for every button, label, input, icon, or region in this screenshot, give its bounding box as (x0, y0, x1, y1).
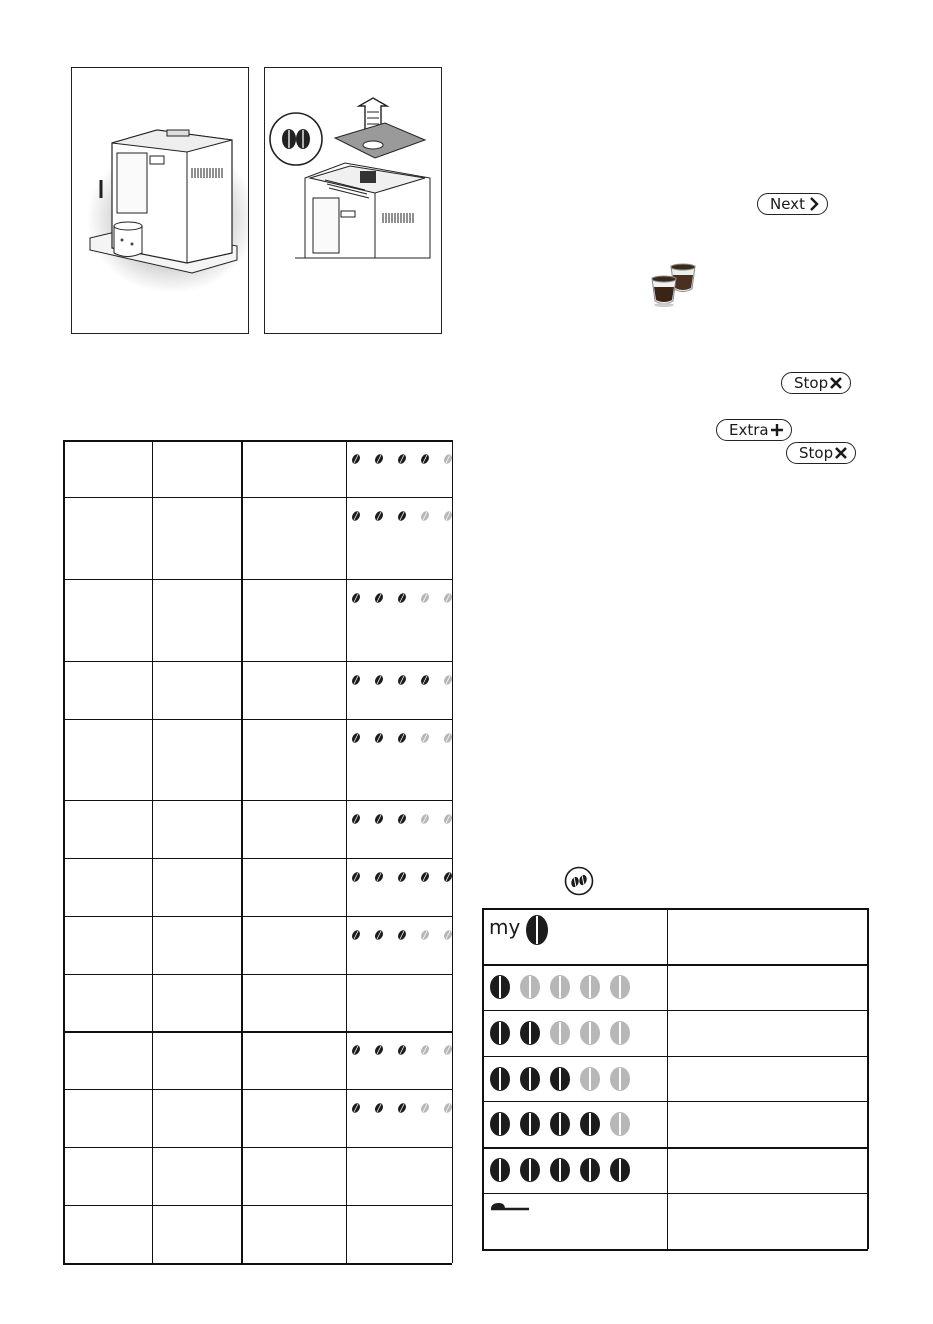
strength-beans (349, 673, 453, 687)
aroma-bean-mark (580, 1158, 600, 1182)
bean-mark (350, 592, 361, 604)
table-column-divider (452, 440, 453, 1263)
coffee-machine-illustration (72, 68, 248, 333)
bean-mark (419, 453, 430, 465)
bean-mark (350, 1044, 361, 1056)
aroma-level-beans (489, 974, 639, 1004)
aroma-header-my: my (489, 915, 521, 939)
table-row-divider (63, 497, 452, 498)
aroma-bean-mark (520, 1021, 540, 1045)
chevron-right-icon (808, 197, 820, 211)
strength-beans (349, 452, 453, 466)
aroma-table-divider (482, 908, 868, 910)
aroma-bean-mark (550, 1112, 570, 1136)
table-row-divider (63, 661, 452, 662)
aroma-level-beans (489, 1066, 639, 1096)
aroma-bean-mark (520, 1067, 540, 1091)
figure-machine-with-cup (71, 67, 249, 334)
bean-mark (373, 592, 384, 604)
next-button[interactable] (757, 193, 828, 215)
table-column-divider (241, 440, 243, 1263)
table-row-divider (63, 719, 452, 720)
plus-icon (770, 423, 784, 437)
bean-mark (396, 1044, 407, 1056)
bean-mark (373, 674, 384, 686)
aroma-table-divider (482, 1101, 868, 1102)
bean-mark (396, 510, 407, 522)
bean-mark (442, 510, 453, 522)
bean-mark (350, 674, 361, 686)
aroma-bean-mark (610, 975, 630, 999)
bean-mark (373, 1102, 384, 1114)
bean-mark (419, 510, 430, 522)
table-column-divider (346, 440, 347, 1263)
aroma-bean-mark (580, 975, 600, 999)
aroma-table-divider (482, 1056, 868, 1057)
table-column-divider (63, 440, 65, 1263)
strength-beans (349, 509, 453, 523)
stop-button-label: Stop (794, 374, 829, 392)
strength-beans (349, 1101, 453, 1115)
bean-mark (396, 453, 407, 465)
next-button-label: Next (770, 195, 805, 213)
aroma-level-beans (489, 1020, 639, 1050)
aroma-table-divider (482, 1249, 868, 1251)
bean-mark (373, 813, 384, 825)
aroma-table-divider (482, 1010, 868, 1011)
aroma-bean-mark (550, 1021, 570, 1045)
bean-mark (442, 1044, 453, 1056)
bean-mark (419, 592, 430, 604)
aroma-bean-mark (520, 975, 540, 999)
bean-mark (419, 1044, 430, 1056)
bean-mark (419, 813, 430, 825)
aroma-bean-mark (490, 1112, 510, 1136)
bean-mark (350, 453, 361, 465)
aroma-header-bean-icon (524, 913, 550, 947)
table-row-divider (63, 579, 452, 580)
table-row-divider (63, 1031, 452, 1033)
aroma-bean-mark (490, 1067, 510, 1091)
bean-mark (350, 871, 361, 883)
table-row-divider (63, 1205, 452, 1206)
aroma-table-divider (867, 908, 869, 1249)
bean-mark (442, 1102, 453, 1114)
aroma-bean-mark (550, 975, 570, 999)
aroma-table-divider (667, 908, 668, 1249)
strength-beans (349, 731, 453, 745)
coffee-beans-icon[interactable] (564, 866, 594, 896)
aroma-bean-mark (580, 1067, 600, 1091)
aroma-bean-mark (580, 1112, 600, 1136)
table-row-divider (63, 916, 452, 917)
bean-mark (442, 674, 453, 686)
bean-mark (442, 871, 453, 883)
x-icon (829, 376, 843, 390)
bean-mark (442, 592, 453, 604)
bean-mark (396, 732, 407, 744)
bean-mark (350, 813, 361, 825)
aroma-bean-mark (610, 1158, 630, 1182)
aroma-bean-mark (490, 1158, 510, 1182)
bean-mark (373, 510, 384, 522)
bean-mark (373, 453, 384, 465)
aroma-bean-mark (610, 1112, 630, 1136)
strength-beans (349, 1043, 453, 1057)
bean-mark (419, 732, 430, 744)
table-row-divider (63, 974, 452, 975)
aroma-bean-mark (580, 1021, 600, 1045)
bean-mark (442, 732, 453, 744)
bean-mark (350, 929, 361, 941)
strength-beans (349, 870, 453, 884)
table-row-divider (63, 1263, 452, 1265)
aroma-bean-mark (490, 1021, 510, 1045)
aroma-level-beans (489, 1157, 639, 1187)
bean-mark (350, 732, 361, 744)
aroma-table-divider (482, 964, 868, 966)
extra-button[interactable] (716, 419, 792, 441)
bean-mark (373, 732, 384, 744)
stop-button-2[interactable] (786, 442, 856, 464)
bean-mark (373, 929, 384, 941)
bean-mark (419, 929, 430, 941)
bean-mark (396, 674, 407, 686)
aroma-bean-mark (520, 1112, 540, 1136)
bean-container-illustration (265, 68, 441, 333)
measuring-spoon-icon (489, 1201, 531, 1217)
aroma-table-divider (482, 908, 484, 1249)
aroma-bean-mark (610, 1067, 630, 1091)
bean-mark (442, 453, 453, 465)
bean-mark (419, 1102, 430, 1114)
bean-mark (396, 592, 407, 604)
bean-mark (350, 1102, 361, 1114)
bean-mark (396, 871, 407, 883)
bean-mark (373, 871, 384, 883)
strength-beans (349, 812, 453, 826)
table-row-divider (63, 800, 452, 801)
table-row-divider (63, 1147, 452, 1148)
strength-beans (349, 591, 453, 605)
aroma-level-beans (489, 1111, 639, 1141)
bean-mark (419, 871, 430, 883)
aroma-bean-mark (610, 1021, 630, 1045)
extra-button-label: Extra (729, 421, 769, 439)
table-row-divider (63, 858, 452, 859)
bean-mark (396, 813, 407, 825)
bean-mark (442, 813, 453, 825)
x-icon (834, 446, 848, 460)
table-row-divider (63, 1089, 452, 1090)
aroma-table-divider (482, 1147, 868, 1149)
bean-mark (419, 674, 430, 686)
aroma-bean-mark (490, 975, 510, 999)
bean-mark (442, 929, 453, 941)
stop-button[interactable] (781, 372, 851, 394)
bean-mark (373, 1044, 384, 1056)
table-row-divider (63, 440, 452, 442)
bean-mark (350, 510, 361, 522)
stop-button-2-label: Stop (799, 444, 834, 462)
bean-mark (396, 1102, 407, 1114)
aroma-bean-mark (550, 1067, 570, 1091)
espresso-cups-icon (649, 261, 699, 309)
aroma-bean-mark (550, 1158, 570, 1182)
bean-mark (396, 929, 407, 941)
table-column-divider (152, 440, 153, 1263)
aroma-bean-mark (520, 1158, 540, 1182)
strength-beans (349, 928, 453, 942)
figure-remove-bean-lid (264, 67, 442, 334)
aroma-table-divider (482, 1193, 868, 1194)
